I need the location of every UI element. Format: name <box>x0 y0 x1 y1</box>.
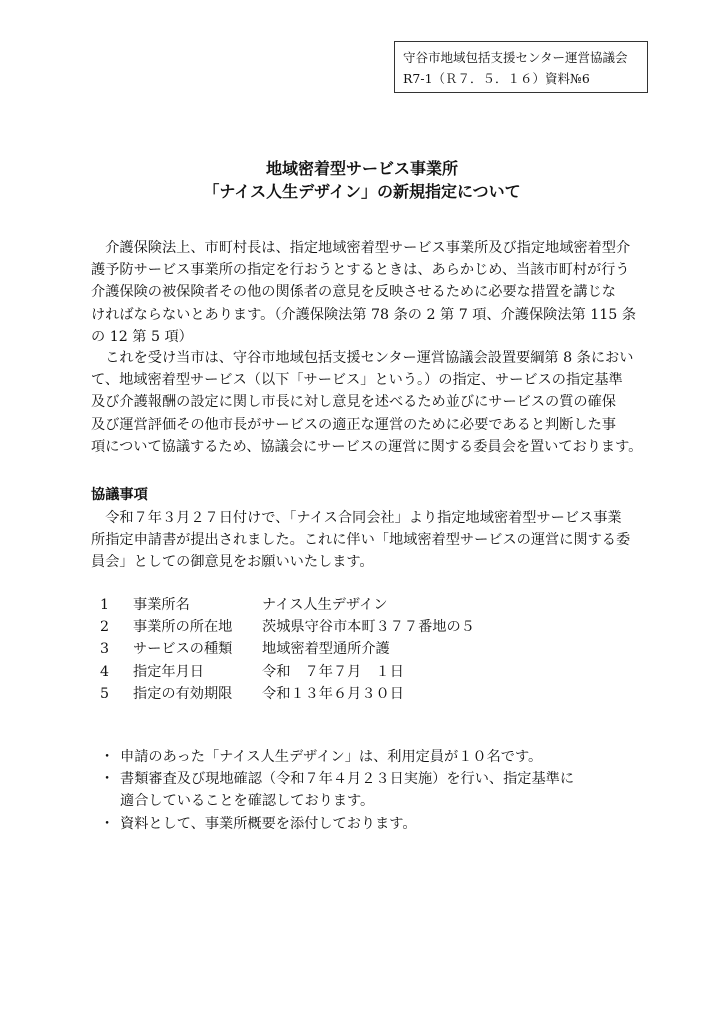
item-label: 事業所名 <box>133 597 190 613</box>
bullet-mark: ・ <box>100 749 115 765</box>
deliberation-heading: 協議事項 <box>91 487 148 503</box>
text-line: 介護保険法上、市町村長は、指定地域密着型サービス事業所及び指定地域密着型介 <box>91 240 631 256</box>
text-line: 申請のあった「ナイス人生デザイン」は、利用定員が１０名です。 <box>120 749 543 765</box>
item-value: ナイス人生デザイン <box>262 597 388 613</box>
item-value: 地域密着型通所介護 <box>262 641 390 658</box>
text-line: 項について協議するため、協議会にサービスの運営に関する委員会を置いております。 <box>91 438 643 455</box>
text-line: 護予防サービス事業所の指定を行おうとするときは、あらかじめ、当該市町村が行う <box>91 262 630 279</box>
text-line: これを受け当市は、守谷市地域包括支援センター運営協議会設置要綱第 8 条におい <box>91 350 634 366</box>
text-line: 及び介護報酬の設定に関し市長に対し意見を述べるため並びにサービスの質の確保 <box>91 394 616 411</box>
text-line: 員会」としての御意見をお願いいたします。 <box>91 554 374 571</box>
list-item <box>100 594 660 616</box>
reference-line-document-number: R7-1（Ｒ７．５．１６）資料№6 <box>403 71 590 86</box>
item-value: 令和 ７年７月 １日 <box>262 663 404 680</box>
item-number: 1 <box>100 597 110 613</box>
item-label: 指定の有効期限 <box>133 685 233 702</box>
text-line: て、地域密着型サービス（以下「サービス」という。）の指定、サービスの指定基準 <box>91 372 623 389</box>
text-line: 適合していることを確認しております。 <box>120 793 375 810</box>
item-label: 事業所の所在地 <box>133 619 233 636</box>
bullet-text <box>120 768 670 812</box>
list-item <box>100 661 660 683</box>
item-number: 5 <box>100 685 110 702</box>
document-title-line-2: 「ナイス人生デザイン」の新規指定について <box>203 182 521 201</box>
list-item <box>100 683 660 705</box>
item-number: 4 <box>100 663 110 680</box>
item-label: サービスの種類 <box>133 641 233 658</box>
bullet-text <box>120 813 670 835</box>
notes-bullet-list <box>100 746 670 835</box>
document-title-line-1: 地域密着型サービス事業所 <box>265 159 458 178</box>
text-line: 書類審査及び現地確認（令和７年４月２３日実施）を行い、指定基準に <box>120 771 575 788</box>
item-number: 2 <box>100 619 110 636</box>
bullet-text <box>120 746 670 768</box>
item-number: 3 <box>100 641 110 658</box>
bullet-item <box>100 813 670 835</box>
text-line: 令和７年３月２７日付けで、「ナイス合同会社」より指定地域密着型サービス事業 <box>91 510 622 526</box>
bullet-mark: ・ <box>100 815 115 832</box>
facility-details-list <box>100 594 660 705</box>
text-line: 資料として、事業所概要を添付しております。 <box>120 815 417 832</box>
reference-line-organization: 守谷市地域包括支援センター運営協議会 <box>403 50 628 65</box>
item-value: 令和１３年６月３０日 <box>262 685 404 702</box>
list-item <box>100 638 660 660</box>
item-label: 指定年月日 <box>133 663 204 680</box>
document-reference-box <box>394 41 648 93</box>
item-value: 茨城県守谷市本町３７７番地の５ <box>262 619 475 636</box>
intro-paragraph-2 <box>91 347 673 458</box>
text-line: 所指定申請書が提出されました。これに伴い「地域密着型サービスの運営に関する委 <box>91 532 631 549</box>
bullet-mark: ・ <box>100 771 115 788</box>
text-line: の 12 第 5 項） <box>91 328 193 345</box>
list-item <box>100 616 660 638</box>
text-line: 及び運営評価その他市長がサービスの適正な運営のために必要であると判断した事 <box>91 416 616 433</box>
text-line: ければならないとあります。（介護保険法第 78 条の 2 第 7 項、介護保険法第 115 条 <box>91 306 637 323</box>
bullet-item <box>100 746 670 768</box>
intro-paragraph-1 <box>91 237 673 348</box>
deliberation-paragraph <box>91 507 673 574</box>
bullet-item <box>100 768 670 812</box>
text-line: 介護保険の被保険者その他の関係者の意見を反映させるために必要な措置を講じな <box>91 284 616 301</box>
